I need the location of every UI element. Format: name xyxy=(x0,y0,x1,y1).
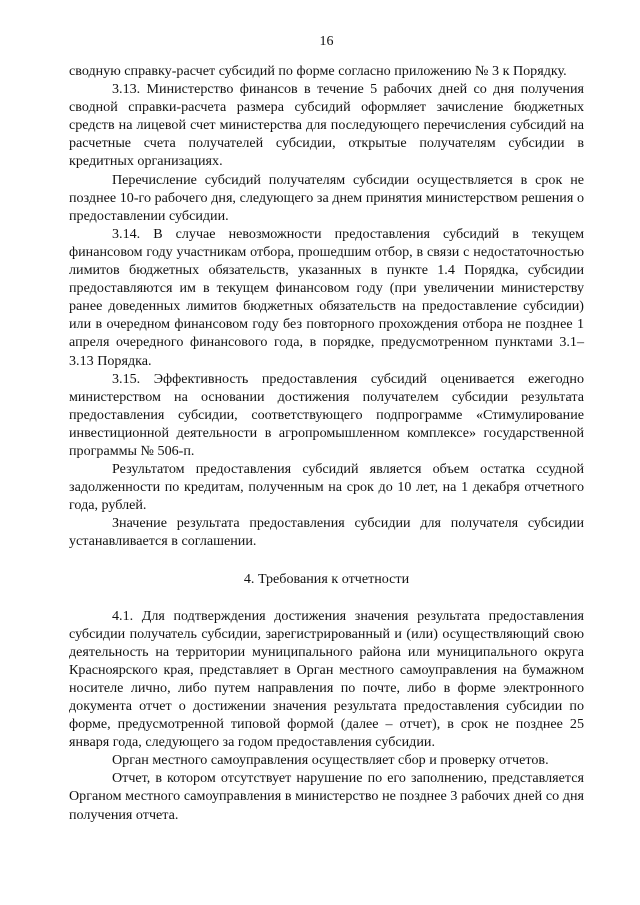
paragraph-4-1: 4.1. Для подтверждения достижения значения результата предоставления субсидии получатель субсидии, зарегистрированный и (или) осуществляющий свою деятельность на территории муниципального района или муниципального округа Красноярского края, представляет в Орган местного самоуправления на бумажном носителе лично, либо путем направления по почте, либо в форме электронного документа отчет о достижении значения результата предоставления субсидии по форме, предусмотренной типовой формой (далее – отчет), в срок не позднее 25 января года, следующего за годом предоставления субсидии. xyxy=(69,607,584,751)
paragraph-continuation: сводную справку-расчет субсидий по форме согласно приложению № 3 к Порядку. xyxy=(69,63,567,79)
section-heading: 4. Требования к отчетности xyxy=(243,570,410,587)
paragraph-result: Результатом предоставления субсидий является объем остатка ссудной задолженности по кредитам, полученным на срок до 10 лет, на 1 декабря отчетного года, рублей. xyxy=(69,461,584,514)
page-number: 16 xyxy=(319,34,334,49)
paragraph-report-submission: Отчет, в котором отсутствует нарушение по его заполнению, представляется Органом местного самоуправления в министерство не позднее 3 рабочих дней со дня получения отчета. xyxy=(69,770,584,823)
paragraph-report-collection: Орган местного самоуправления осуществляет сбор и проверку отчетов. xyxy=(112,752,549,769)
paragraph-3-13: 3.13. Министерство финансов в течение 5 рабочих дней со дня получения сводной справки-расчета размера субсидий оформляет зачисление бюджетных средств на лицевой счет министерства для последующего перечисления субсидий на расчетные счета получателей субсидии, открытые получателям субсидии в кредитных организациях. xyxy=(69,81,584,170)
paragraph-3-14: 3.14. В случае невозможности предоставления субсидий в текущем финансовом году участникам отбора, прошедшим отбор, в связи с недостаточностью лимитов бюджетных обязательств, указанных в пункте 1.4 Порядка, субсидии предоставляются им в текущем финансовом году (при увеличении министерству ранее доведенных лимитов бюджетных обязательств на предоставление субсидии) или в очередном финансовом году без повторного прохождения отбора не позднее 1 апреля очередного финансового года, в порядке, предусмотренном пунктами 3.1–3.13 Порядка. xyxy=(69,225,584,369)
paragraph-3-15: 3.15. Эффективность предоставления субсидий оценивается ежегодно министерством на основании достижения получателем субсидии результата предоставления субсидии, соответствующего подпрограмме «Стимулирование инвестиционной деятельности в агропромышленном комплексе» государственной программы № 506-п. xyxy=(69,370,584,459)
paragraph-result-value: Значение результата предоставления субсидии для получателя субсидии устанавливается в соглашении. xyxy=(69,515,584,550)
paragraph-transfer-term: Перечисление субсидий получателям субсидии осуществляется в срок не позднее 10-го рабочего дня, следующего за днем принятия министерством решения о предоставлении субсидии. xyxy=(69,171,584,224)
